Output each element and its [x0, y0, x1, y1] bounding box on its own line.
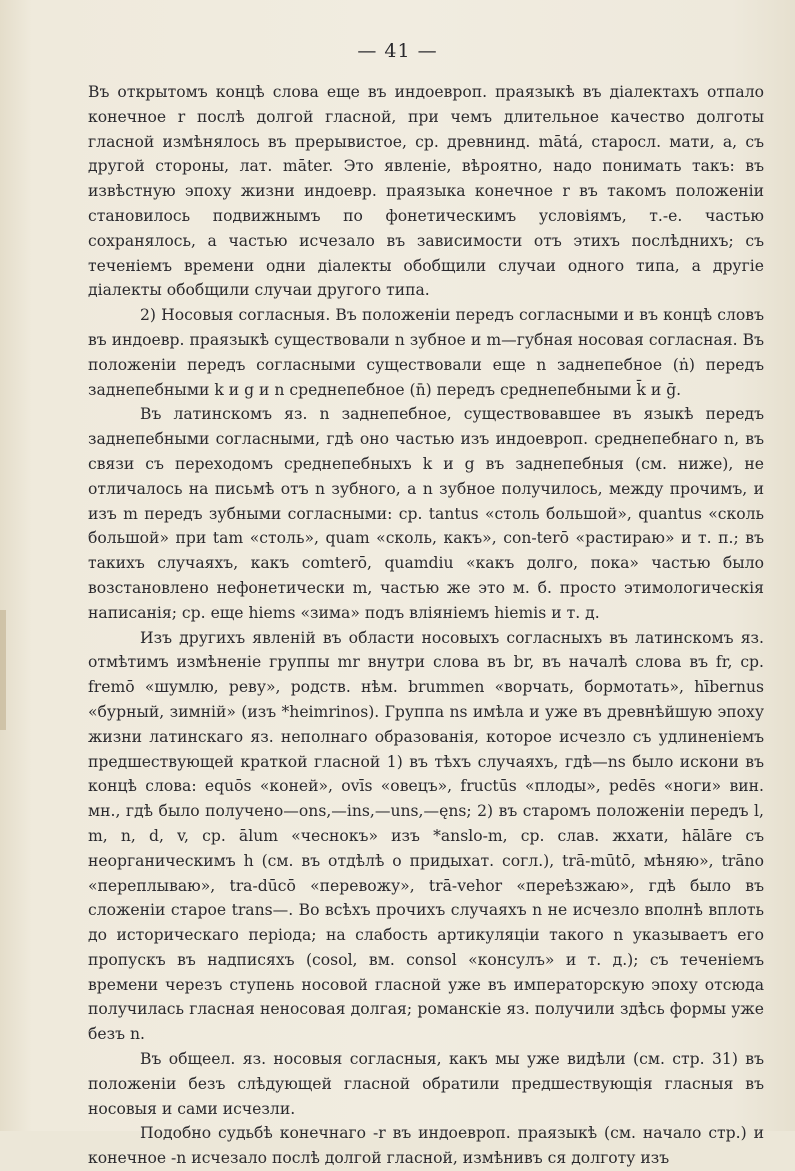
paragraph-5: Въ общеел. яз. носовыя согласныя, какъ мы уже видѣли (см. стр. 31) въ положеніи безъ слѣдующей гласной обратили предшествующія гласныя въ носовыя и сами исчезли. — [88, 1050, 764, 1118]
page-number: — 41 — — [357, 40, 438, 62]
paragraph-1: Въ открытомъ концѣ слова еще въ индоевроп. праязыкѣ въ діалектахъ отпало конечное r послѣ долгой гласной, при чемъ длительное качество долготы гласной измѣнялось въ прерывистое, ср. древнинд. mātá, старосл. мати, а, съ другой стороны, лат. māter. Это явленіе, вѣроятно, надо понимать такъ: въ извѣстную эпоху жизни индоевр. праязыка конечное r въ такомъ положеніи становилось подвижнымъ по фонетическимъ условіямъ, т.-е. частью сохранялось, а частью исчезало въ зависимости отъ этихъ послѣднихъ; съ теченіемъ времени одни діалекты обобщили случаи одного типа, а другіе діалекты обобщили случаи другого типа. — [88, 83, 764, 300]
body-text — [88, 80, 764, 1171]
paragraph-4: Изъ другихъ явленій въ области носовыхъ согласныхъ въ латинскомъ яз. отмѣтимъ измѣненіе группы mr внутри слова въ br, въ началѣ слова въ fr, ср. fremō «шумлю, реву», родств. нѣм. brummen «ворчать, бормотать», hībernus «бурный, зимній» (изъ *heimrinos). Группа ns имѣла и уже въ древнѣйшую эпоху жизни латинскаго яз. неполнаго образованія, которое исчезло съ удлиненіемъ предшествующей краткой гласной 1) въ тѣхъ случаяхъ, гдѣ—ns было искони въ концѣ слова: equōs «коней», ovīs «овецъ», fructūs «плоды», pedēs «ноги» вин. мн., гдѣ было получено—ons,—ins,—uns,—ęns; 2) въ старомъ положеніи передъ l, m, n, d, v, ср. ālum «чеснокъ» изъ *anslo-m, ср. слав. жхати, hālāre съ неорганическимъ h (см. въ отдѣлѣ о придыхат. согл.), trā-mūtō, мѣняю», trāno «переплываю», tra-dūcō «перевожу», trā-vehor «переѣзжаю», гдѣ было въ сложеніи старое trans—. Во всѣхъ прочихъ случаяхъ n не исчезло вполнѣ вплоть до историческаго періода; на слабость артикуляціи такого n указываетъ его пропускъ въ надписяхъ (cosol, вм. consol «консулъ» и т. д.); съ теченіемъ времени черезъ ступень носовой гласной уже въ императорскую эпоху отсюда получилась гласная неносовая долгая; романскіе яз. получили здѣсь формы уже безъ n. — [88, 628, 764, 1044]
paragraph-2: 2) Носовыя согласныя. Въ положеніи передъ согласными и въ концѣ словъ въ индоевр. праязыкѣ существовали n зубное и m—губная носовая согласная. Въ положеніи передъ согласными существовали еще n заднепебное (ṅ) передъ заднепебными k и g и n среднепебное (n̄) передъ среднепебными k̄ и ḡ. — [88, 306, 764, 399]
paragraph-3: Въ латинскомъ яз. n заднепебное, существовавшее въ языкѣ передъ заднепебными согласными, гдѣ оно частью изъ индоевроп. среднепебнаго n, въ связи съ переходомъ среднепебныхъ k и g въ заднепебныя (см. ниже), не отличалось на письмѣ отъ n зубного, а n зубное получилось, между прочимъ, и изъ m передъ зубными согласными: ср. tantus «столь большой», quantus «сколь большой» при tam «столь», quam «сколь, какъ», con-terō «растираю» и т. п.; въ такихъ случаяхъ, какъ comterō, quamdiu «какъ долго, пока» частью было возстановлено нефонетически m, частью же это м. б. просто этимологическія написанія; ср. еще hiems «зима» подъ вліяніемъ hiemis и т. д. — [88, 405, 764, 622]
paragraph-6: Подобно судьбѣ конечнаго -r въ индоевроп. праязыкѣ (см. начало стр.) и конечное -n исчезало послѣ долгой гласной, измѣнивъ ся долготу изъ — [88, 1124, 764, 1168]
page-edge-shadow — [0, 610, 6, 730]
